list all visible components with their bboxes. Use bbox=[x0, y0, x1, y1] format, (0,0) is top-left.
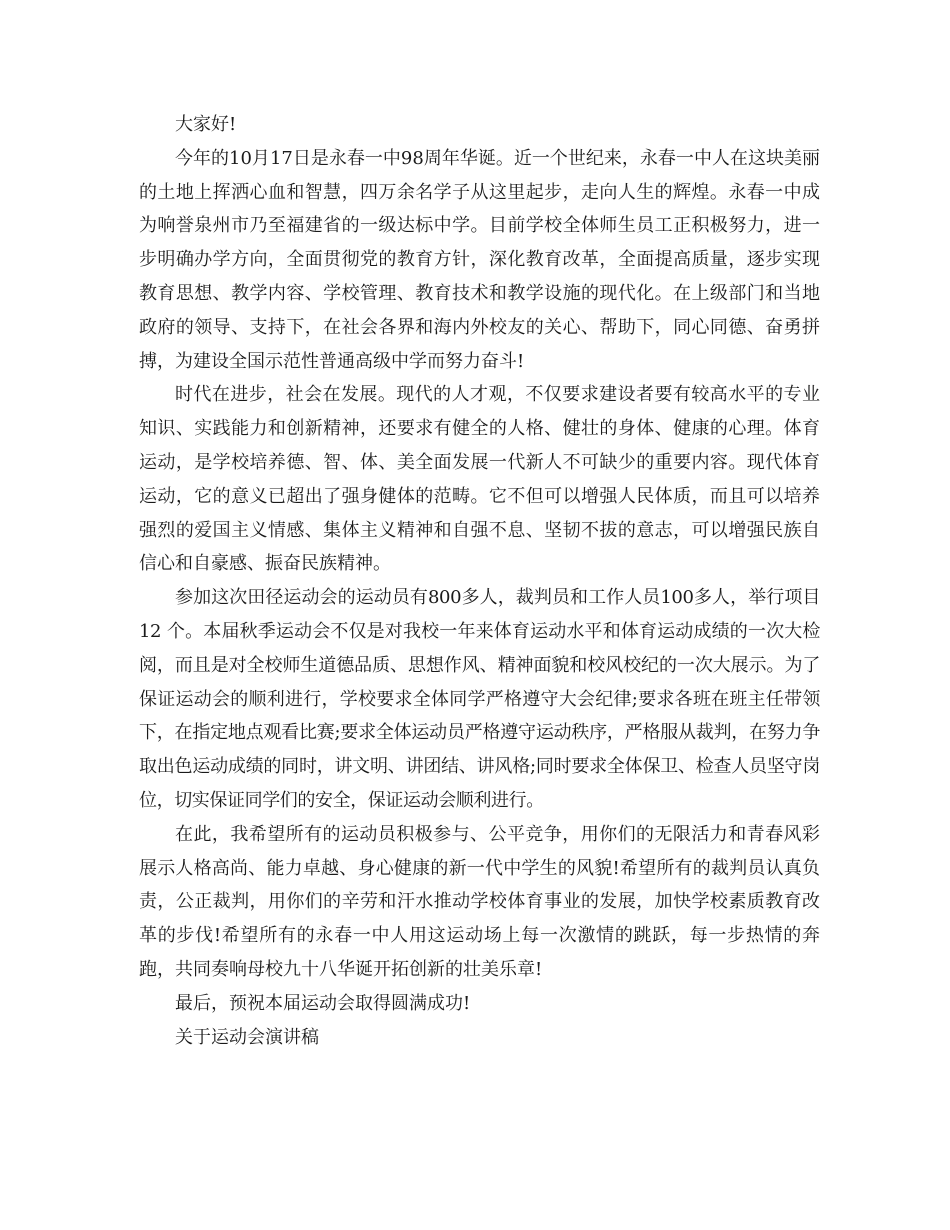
paragraph-anniversary: 今年的10月17日是永春一中98周年华诞。近一个世纪来，永春一中人在这块美丽的土地上挥洒心血和智慧，四万余名学子从这里起步，走向人生的辉煌。永春一中成为响誉泉州市乃至福建省的一级达标中学。目前学校全体师生员工正积极努力，进一步明确办学方向，全面贯彻党的教育方针，深化教育改革，全面提高质量，逐步实现教育思想、教学内容、学校管理、教育技术和教学设施的现代化。在上级部门和当地政府的领导、支持下，在社会各界和海内外校友的关心、帮助下，同心同德、奋勇拼搏，为建设全国示范性普通高级中学而努力奋斗! bbox=[139, 147, 820, 372]
closing-line: 最后，预祝本届运动会取得圆满成功! bbox=[175, 992, 471, 1014]
paragraph-wishes: 在此，我希望所有的运动员积极参与、公平竞争，用你们的无限活力和青春风彩展示人格高尚、能力卓越、身心健康的新一代中学生的风貌!希望所有的裁判员认真负责，公正裁判，用你们的辛劳和汗水推动学校体育事业的发展，加快学校素质教育改革的步伐!希望所有的永春一中人用这运动场上每一次激情的跳跃，每一步热情的奔跑，共同奏响母校九十八华诞开拓创新的壮美乐章! bbox=[139, 823, 820, 980]
document-body bbox=[139, 108, 820, 1054]
paragraph-event: 参加这次田径运动会的运动员有800多人，裁判员和工作人员100多人，举行项目 12 个。本届秋季运动会不仅是对我校一年来体育运动水平和体育运动成绩的一次大检阅，而且是对全校师生道德品质、思想作风、精神面貌和校风校纪的一次大展示。为了保证运动会的顺利进行，学校要求全体同学严格遵守大会纪律;要求各班在班主任带领下，在指定地点观看比赛;要求全体运动员严格遵守运动秩序，严格服从裁判，在努力争取出色运动成绩的同时，讲文明、讲团结、讲风格;同时要求全体保卫、检查人员坚守岗位，切实保证同学们的安全，保证运动会顺利进行。 bbox=[139, 587, 820, 811]
paragraph-era: 时代在进步，社会在发展。现代的人才观，不仅要求建设者要有较高水平的专业知识、实践能力和创新精神，还要求有健全的人格、健壮的身体、健康的心理。体育运动，是学校培养德、智、体、美全面发展一代新人不可缺少的重要内容。现代体育运动，它的意义已超出了强身健体的范畴。它不但可以增强人民体质，而且可以培养强烈的爱国主义情感、集体主义精神和自强不息、坚韧不拔的意志，可以增强民族自信心和自豪感、振奋民族精神。 bbox=[139, 384, 820, 575]
footer-title: 关于运动会演讲稿 bbox=[175, 1026, 319, 1048]
greeting: 大家好! bbox=[175, 114, 237, 135]
